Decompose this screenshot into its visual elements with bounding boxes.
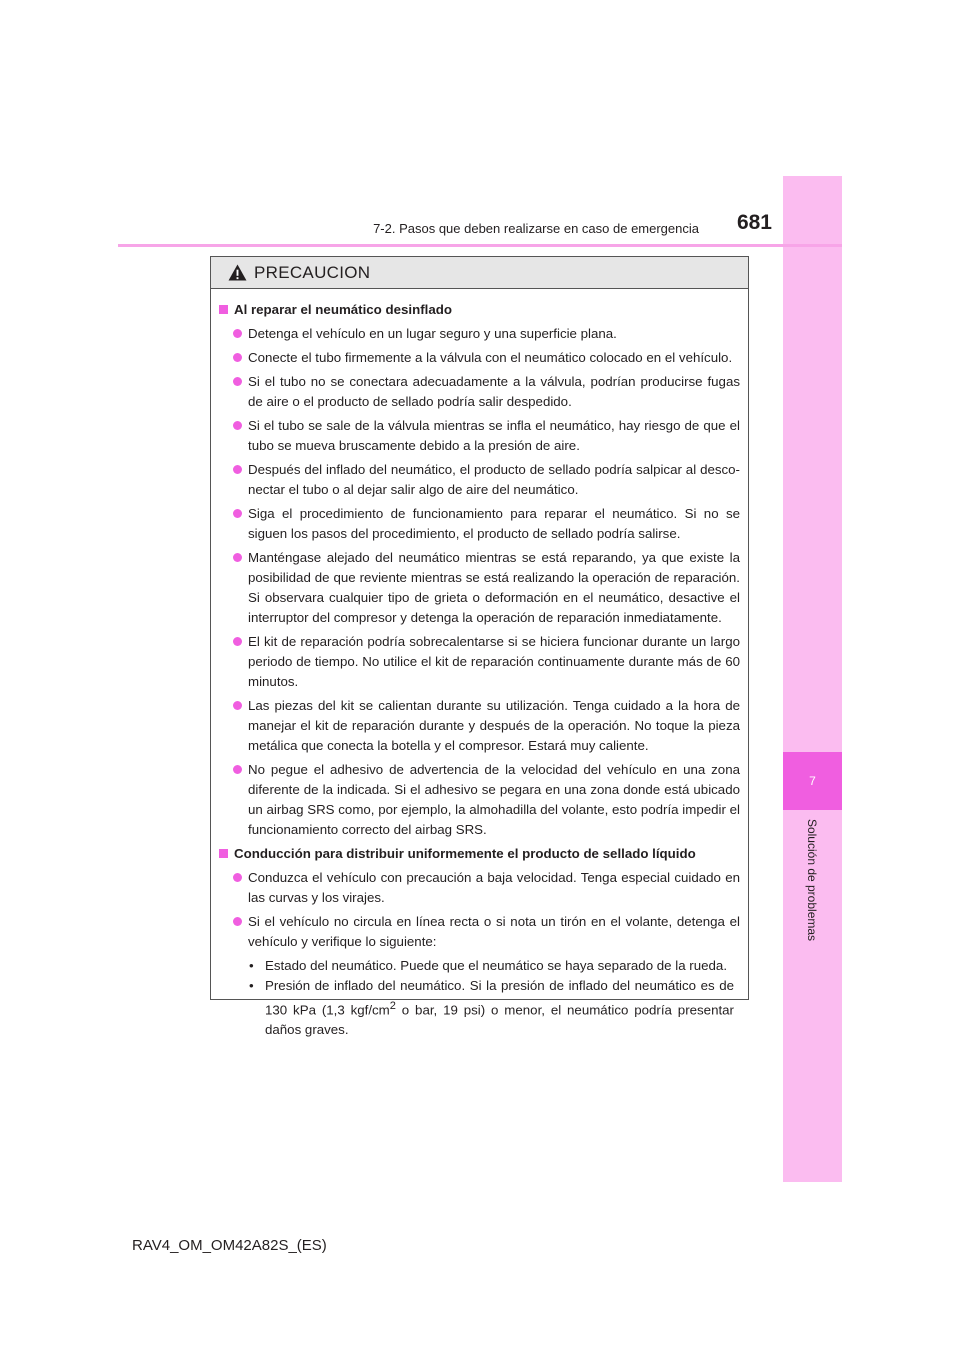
list-item — [233, 632, 740, 692]
chapter-number-tab[interactable]: 7 — [783, 752, 842, 810]
list-item — [233, 324, 740, 344]
list-item — [233, 504, 740, 544]
item-text: Siga el procedimiento de funcionamiento para reparar el neumático. Si no se siguen los pasos del procedimiento, el producto de sellado podría salirse. — [248, 506, 740, 541]
item-text: No pegue el adhesivo de advertencia de la velocidad del vehículo en una zona diferente de la indicada. Si el adhesivo se pegara en una zona donde está ubicado un airbag SRS como, por ejemplo, la almohadilla del volante, esto podría impedir el funcionamiento correcto del airbag SRS. — [248, 762, 740, 837]
circle-bullet-icon — [233, 637, 242, 646]
caution-header — [211, 257, 748, 289]
page-number: 681 — [736, 211, 772, 234]
sub-list-item — [249, 956, 740, 976]
list-item — [233, 760, 740, 840]
circle-bullet-icon — [233, 917, 242, 926]
side-chapter-tab — [783, 176, 842, 1182]
section-heading — [219, 300, 740, 320]
list-item — [233, 912, 740, 952]
list-item — [233, 868, 740, 908]
manual-code: RAV4_OM_OM42A82S_(ES) — [132, 1237, 327, 1254]
square-bullet-icon — [219, 305, 228, 314]
chapter-title: Solución de problemas — [805, 818, 819, 942]
item-text: El kit de reparación podría sobrecalentarse si se hiciera funcionar durante un largo periodo de tiempo. No utilice el kit de reparación continuamente durante más de 60 minutos. — [248, 634, 740, 689]
caution-box — [210, 256, 749, 1038]
item-text: Manténgase alejado del neumático mientras se está reparando, ya que existe la posibilidad de que reviente mientras se está realizando la operación de reparación. Si observara cualquier tipo de grieta o deformación en el neumático, desactive el interruptor del compresor y detenga la operación de reparación inmediatamente. — [248, 550, 740, 625]
item-text: Si el tubo se sale de la válvula mientras se infla el neumático, hay riesgo de que el tubo se mueva bruscamente debido a la presión de aire. — [248, 418, 740, 453]
circle-bullet-icon — [233, 377, 242, 386]
circle-bullet-icon — [233, 329, 242, 338]
section-title: 7-2. Pasos que deben realizarse en caso de emergencia — [373, 221, 699, 236]
heading-text: Conducción para distribuir uniformemente el producto de sellado líquido — [234, 846, 696, 861]
square-bullet-icon — [219, 849, 228, 858]
circle-bullet-icon — [233, 465, 242, 474]
list-item — [233, 548, 740, 628]
circle-bullet-icon — [233, 701, 242, 710]
sub-item-text-before: Presión de inflado del neumático. Si la presión de inflado del neumático es de 130 kPa (1,3 kgf/cm — [265, 978, 734, 1018]
section-heading — [219, 844, 740, 864]
circle-bullet-icon — [233, 353, 242, 362]
superscript: 2 — [389, 1000, 396, 1012]
sub-item-text: Estado del neumático. Puede que el neumático se haya separado de la rueda. — [265, 958, 728, 973]
heading-text: Al reparar el neumático desinflado — [234, 302, 452, 317]
caution-body — [211, 289, 748, 1040]
circle-bullet-icon — [233, 421, 242, 430]
list-item — [233, 460, 740, 500]
sub-bullet: • — [249, 958, 254, 973]
item-text: Detenga el vehículo en un lugar seguro y una superficie plana. — [248, 326, 617, 341]
circle-bullet-icon — [233, 873, 242, 882]
list-item — [233, 372, 740, 412]
sub-item-text — [265, 976, 740, 1040]
sub-item-text-after: o bar, 19 psi) o menor, el neumático podría presentar daños graves. — [265, 1002, 734, 1038]
item-text: Las piezas del kit se calientan durante su utilización. Tenga cuidado a la hora de manejar el kit de reparación durante y después de la operación. No toque la pieza metálica que conecta la botella y el compresor. Estará muy caliente. — [248, 698, 740, 753]
list-item — [233, 696, 740, 756]
sub-list-item — [249, 976, 740, 1040]
circle-bullet-icon — [233, 765, 242, 774]
list-item — [233, 348, 740, 368]
item-text: Si el tubo no se conectara adecuadamente a la válvula, podrían producirse fugas de aire o el producto de sellado podría salir despedido. — [248, 374, 740, 409]
sub-bullet: • — [249, 978, 254, 993]
circle-bullet-icon — [233, 509, 242, 518]
item-text: Conduzca el vehículo con precaución a baja velocidad. Tenga especial cuidado en las curvas y los virajes. — [248, 870, 740, 905]
item-text: Después del inflado del neumático, el producto de sellado podría salpicar al desco-nectar el tubo o al dejar salir algo de aire del neumático. — [248, 462, 740, 497]
header-divider — [118, 244, 842, 247]
caution-title: PRECAUCION — [254, 262, 371, 282]
list-item — [233, 416, 740, 456]
item-text: Si el vehículo no circula en línea recta o si nota un tirón en el volante, detenga el vehículo y verifique lo siguiente: — [248, 914, 740, 949]
circle-bullet-icon — [233, 553, 242, 562]
item-text: Conecte el tubo firmemente a la válvula con el neumático colocado en el vehículo. — [248, 350, 733, 365]
warning-triangle-icon — [228, 264, 247, 281]
